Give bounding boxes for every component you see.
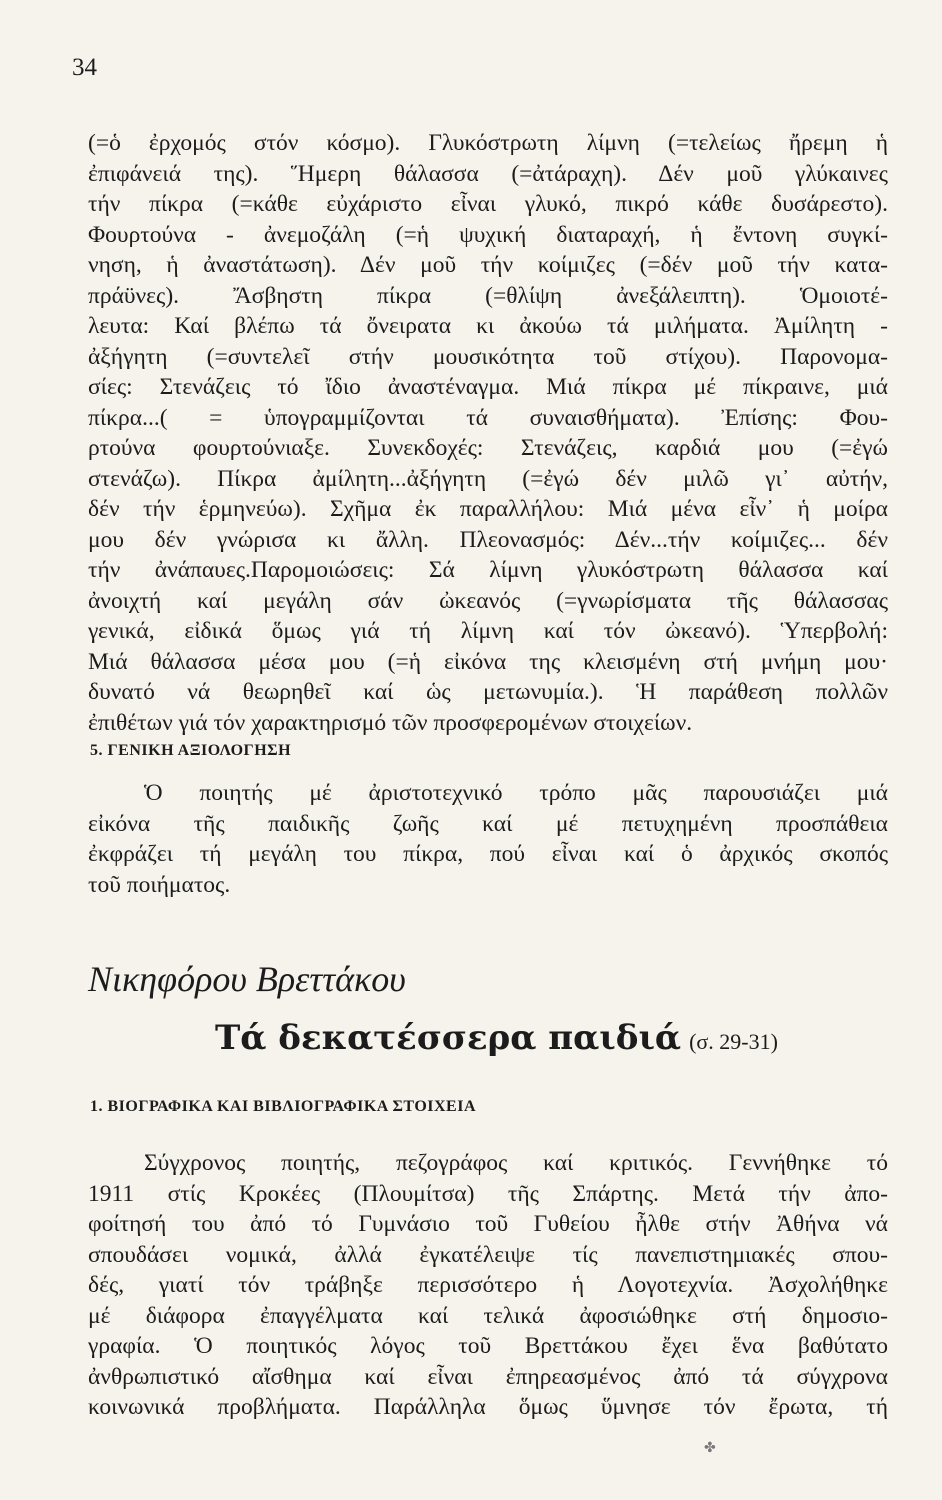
text-line: τήν ἀνάπαυες.Παρομοιώσεις: Σά λίμνη γλυκόστρωτη θάλασσα καί: [88, 557, 888, 583]
text-line: ἀνοιχτή καί μεγάλη σάν ὠκεανός (=γνωρίσματα τῆς θάλασσας: [88, 587, 888, 614]
text-line: σίες: Στενάζεις τό ἴδιο ἀναστέναγμα. Μιά πίκρα μέ πίκραινε, μιά: [88, 374, 888, 400]
text-line: νηση, ἡ ἀναστάτωση). Δέν μοῦ τήν κοίμιζες (=δέν μοῦ τήν κατα-: [88, 252, 888, 278]
text-line: λευτα: Καί βλέπω τά ὄνειρατα κι ἀκούω τά μιλήματα. Ἀμίλητη -: [88, 313, 888, 339]
text-line: ρτούνα φουρτούνιαξε. Συνεκδοχές: Στενάζεις, καρδιά μου (=ἐγώ: [88, 435, 888, 461]
text-line: ἀξήγητη (=συντελεῖ στήν μουσικότητα τοῦ στίχου). Παρονομα-: [88, 343, 888, 370]
text-line: γενικά, εἰδικά ὅμως γιά τή λίμνη καί τόν ὠκεανό). Ὑπερβολή:: [88, 618, 888, 644]
text-line: ἐκφράζει τή μεγάλη του πίκρα, πού εἶναι καί ὁ ἀρχικός σκοπός: [88, 841, 888, 867]
author-name: Νικηφόρου Βρεττάκου: [88, 959, 406, 999]
text-line: δυνατό νά θεωρηθεῖ καί ὡς μετωνυμία.). Ἡ παράθεση πολλῶν: [88, 679, 888, 705]
text-line: Φουρτούνα - ἀνεμοζάλη (=ἡ ψυχική διαταραχή, ἡ ἔντονη συγκί-: [88, 221, 888, 248]
paragraph-biography: [88, 1148, 888, 1423]
text-line: ἀνθρωπιστικό αἴσθημα καί εἶναι ἐπηρεασμένος ἀπό τά σύγχρονα: [88, 1363, 888, 1390]
text-line: ἐπιφάνειά της). Ἥμερη θάλασσα (=ἀτάραχη). Δέν μοῦ γλύκαινες: [88, 160, 888, 187]
text-line: φοίτησή του ἀπό τό Γυμνάσιο τοῦ Γυθείου ἦλθε στήν Ἀθήνα νά: [88, 1211, 888, 1237]
text-line: Ὁ ποιητής μέ ἀριστοτεχνικό τρόπο μᾶς παρουσιάζει μιά: [144, 780, 888, 806]
text-line: δέν τήν ἑρμηνεύω). Σχῆμα ἐκ παραλλήλου: Μιά μένα εἶν᾽ ἡ μοίρα: [88, 496, 888, 522]
text-line: κοινωνικά προβλήματα. Παράλληλα ὅμως ὕμνησε τόν ἔρωτα, τή: [88, 1394, 888, 1420]
section-heading-general-evaluation: 5. ΓΕΝΙΚΗ ΑΞΙΟΛΟΓΗΣΗ: [90, 742, 292, 759]
text-line: Μιά θάλασσα μέσα μου (=ἡ εἰκόνα της κλεισμένη στή μνήμη μου·: [88, 648, 888, 675]
text-line: ἐπιθέτων γιά τόν χαρακτηρισμό τῶν προσφερομένων στοιχείων.: [88, 709, 693, 736]
paragraph-general-evaluation: [88, 778, 888, 900]
text-line: στενάζω). Πίκρα ἀμίλητη...ἀξήγητη (=ἐγώ δέν μιλῶ γι᾽ αὐτήν,: [88, 465, 888, 492]
text-line: μου δέν γνώρισα κι ἄλλη. Πλεονασμός: Δέν...τήν κοίμιζες... δέν: [88, 526, 888, 553]
text-line: 1911 στίς Κροκέες (Πλουμίτσα) τῆς Σπάρτης. Μετά τήν ἀπο-: [88, 1180, 888, 1207]
poem-pages: (σ. 29-31): [689, 1029, 778, 1054]
text-line: μέ διάφορα ἐπαγγέλματα καί τελικά ἀφοσιώθηκε στή δημοσιο-: [88, 1302, 888, 1329]
paragraph-figures-of-speech: [88, 128, 888, 738]
section-heading-biography: 1. ΒΙΟΓΡΑΦΙΚΑ ΚΑΙ ΒΙΒΛΙΟΓΡΑΦΙΚΑ ΣΤΟΙΧΕΙΑ: [90, 1098, 476, 1115]
text-line: (=ὁ ἐρχομός στόν κόσμο). Γλυκόστρωτη λίμνη (=τελείως ἤρεμη ἡ: [88, 130, 888, 156]
poem-title-line: [215, 1018, 778, 1058]
ink-speck-icon: ✤: [704, 1440, 716, 1456]
poem-title: Τά δεκατέσσερα παιδιά: [215, 1018, 682, 1058]
text-line: τοῦ ποιήματος.: [88, 871, 231, 898]
text-line: τήν πίκρα (=κάθε εὐχάριστο εἶναι γλυκό, πικρό κάθε δυσάρεστο).: [88, 191, 888, 217]
page-number: 34: [72, 54, 97, 81]
text-line: πράϋνες). Ἄσβηστη πίκρα (=θλίψη ἀνεξάλειπτη). Ὁμοιοτέ-: [88, 282, 888, 309]
text-line: γραφία. Ὁ ποιητικός λόγος τοῦ Βρεττάκου ἔχει ἕνα βαθύτατο: [88, 1333, 888, 1359]
text-line: Σύγχρονος ποιητής, πεζογράφος καί κριτικός. Γεννήθηκε τό: [144, 1150, 888, 1176]
text-line: σπουδάσει νομικά, ἀλλά ἐγκατέλειψε τίς πανεπιστημιακές σπου-: [88, 1241, 888, 1268]
text-line: δές, γιατί τόν τράβηξε περισσότερο ἡ Λογοτεχνία. Ἀσχολήθηκε: [88, 1272, 888, 1298]
text-line: εἰκόνα τῆς παιδικῆς ζωῆς καί μέ πετυχημένη προσπάθεια: [88, 810, 888, 837]
text-line: πίκρα...( = ὑπογραμμίζονται τά συναισθήματα). Ἐπίσης: Φου-: [88, 404, 888, 431]
